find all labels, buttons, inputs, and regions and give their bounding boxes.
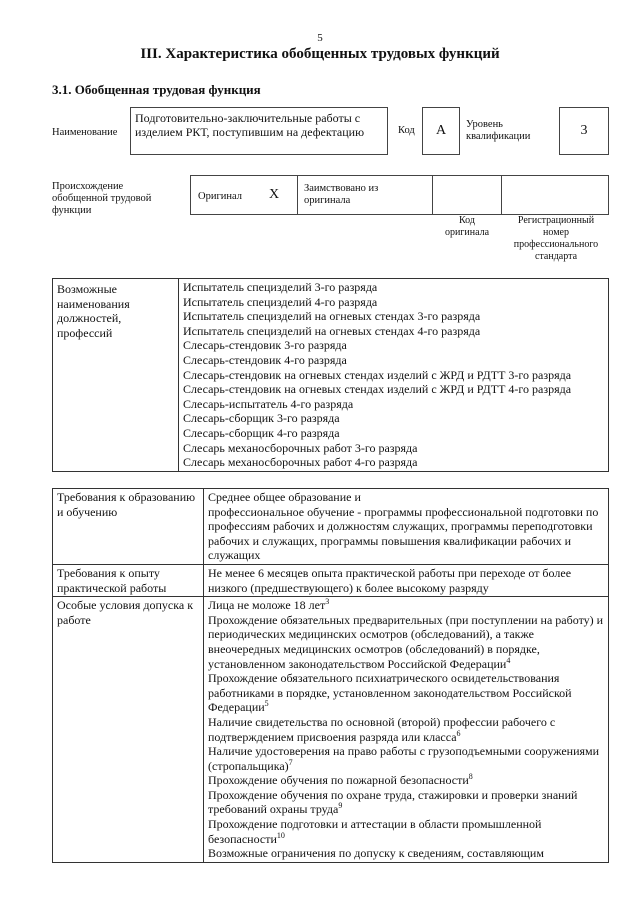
footnote-ref: 9 [338, 801, 343, 811]
positions-list [179, 279, 609, 472]
positions-label: Возможные наименования должностей, профессий [53, 279, 179, 472]
position-item: Испытатель специзделий 3-го разряда [183, 280, 378, 294]
reg-number-box [501, 175, 609, 215]
special-item: Лица не моложе 18 лет$^3$ [208, 597, 330, 613]
special-conditions-row [53, 597, 609, 863]
position-item: Слесарь-сборщик 3-го разряда [183, 411, 340, 426]
level-value-box [559, 107, 609, 155]
borrowed-box [297, 175, 433, 215]
position-item: Слесарь-испытатель 4-го разряда [183, 396, 354, 411]
position-item: Слесарь механосборочных работ 3-го разряда [183, 440, 418, 455]
experience-row [53, 564, 609, 596]
education-value [204, 489, 609, 565]
footnote-ref: 3 [325, 597, 330, 607]
positions-table [52, 278, 609, 472]
position-item: Слесарь-стендовик 4-го разряда [183, 352, 347, 367]
experience-label: Требования к опыту практической работы [53, 564, 204, 596]
position-item: Испытатель специзделий 4-го разряда [183, 294, 378, 309]
special-item: Наличие свидетельства по основной (второй) профессии рабочего с подтверждением присвоения разряда или класса$^6$ [208, 714, 556, 744]
special-item: Возможные ограничения по допуску к сведениям, составляющим [208, 846, 544, 861]
name-value-box [130, 107, 388, 155]
position-item: Слесарь-стендовик на огневых стендах изделий с ЖРД и РДТТ 4-го разряда [183, 382, 572, 397]
level-label: Уровень квалификации [466, 119, 531, 142]
position-item: Испытатель специзделий на огневых стендах 3-го разряда [183, 309, 481, 324]
name-label: Наименование [52, 127, 118, 138]
reg-number-caption: Регистрационный номер профессионального стандарта [513, 215, 599, 262]
special-item: Прохождение обязательного психиатрического освидетельствования работниками в порядке, установленном законодательством Российской Федерации$^5$ [208, 671, 572, 715]
requirements-table [52, 488, 609, 863]
footnote-ref: 8 [468, 772, 473, 782]
special-item: Прохождение обязательных предварительных (при поступлении на работу) и периодических медицинских осмотров (обследований), а также внеочередных медицинских осмотров (обследований) в порядке, установленном законодательством Российской Федерации$^4$ [208, 612, 604, 671]
special-item: Прохождение подготовки и аттестации в области промышленной безопасности$^{10}$ [208, 817, 542, 846]
page-number: 5 [317, 32, 323, 44]
education-line-1: Среднее общее образование и [208, 490, 361, 504]
code-value-box [422, 107, 460, 155]
level-value: 3 [580, 123, 588, 138]
code-value: А [435, 123, 447, 138]
origin-code-box [432, 175, 502, 215]
footnote-ref: 10 [276, 830, 285, 840]
special-item: Прохождение обучения по охране труда, стажировки и проверки знаний требований охраны труда$^9$ [208, 787, 578, 817]
special-item: Прохождение обучения по пожарной безопасности$^8$ [208, 772, 473, 788]
original-box [190, 175, 298, 215]
position-item: Слесарь-сборщик 4-го разряда [183, 425, 340, 440]
education-label: Требования к образованию и обучению [53, 489, 204, 565]
position-item: Слесарь-стендовик на огневых стендах изделий с ЖРД и РДТТ 3-го разряда [183, 367, 572, 382]
education-line-2: профессиональное обучение - программы профессиональной подготовки по профессиям рабочих и должностям служащих, программы переподготовки рабочих и служащих, программы повышения квалификации рабочих и служащих [208, 504, 599, 563]
position-item: Слесарь-стендовик 3-го разряда [183, 338, 347, 353]
original-label: Оригинал [198, 191, 242, 202]
subsection-title: 3.1. Обобщенная трудовая функция [52, 82, 261, 97]
origin-label: Происхождение обобщенной трудовой функции [52, 181, 152, 216]
footnote-ref: 6 [456, 728, 461, 738]
section-title: III. Характеристика обобщенных трудовых функций [140, 46, 500, 62]
special-list [204, 597, 609, 863]
footnote-ref: 5 [264, 699, 269, 709]
name-value: Подготовительно-заключительные работы с изделием РКТ, поступившим на дефектацию [135, 111, 365, 139]
origin-code-caption: Код оригинала [444, 215, 490, 238]
original-mark: X [269, 187, 280, 202]
special-item: Наличие удостоверения на право работы с грузоподъемными сооружениями (стропальщика)$^7$ [208, 744, 600, 773]
special-label: Особые условия допуска к работе [53, 597, 204, 863]
position-item: Слесарь механосборочных работ 4-го разряда [183, 455, 418, 470]
footnote-ref: 4 [506, 655, 511, 665]
borrowed-label: Заимствовано из оригинала [304, 183, 379, 206]
education-row [53, 489, 609, 565]
position-item: Испытатель специзделий на огневых стендах 4-го разряда [183, 323, 481, 338]
code-label: Код [398, 125, 415, 136]
experience-value: Не менее 6 месяцев опыта практической работы при переходе от более низкого (предшествующего) к более высокому разряду [204, 564, 609, 596]
footnote-ref: 7 [288, 757, 293, 767]
